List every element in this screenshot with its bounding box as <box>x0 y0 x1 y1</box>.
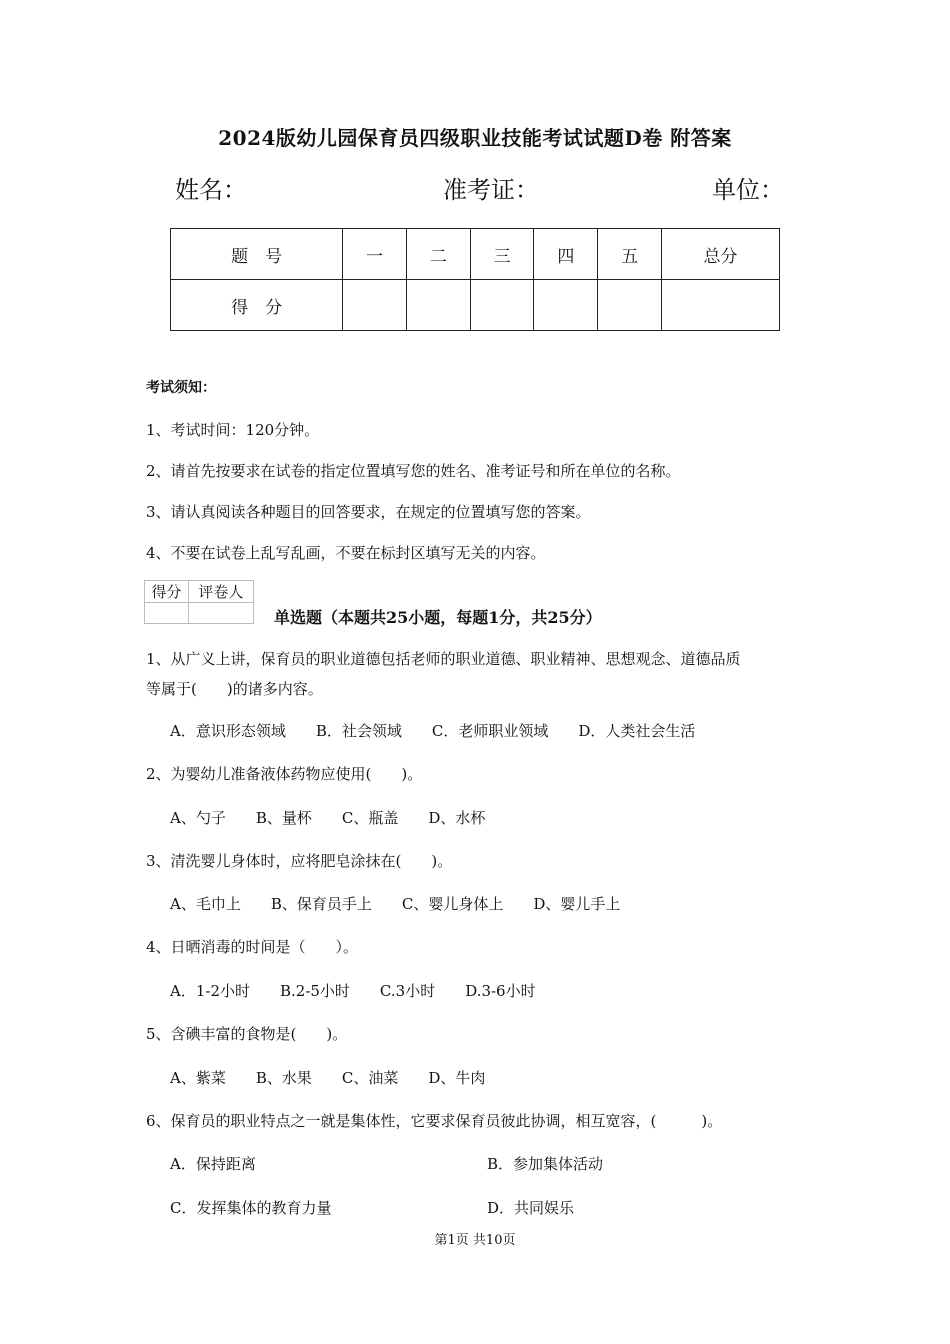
score-table <box>170 228 780 331</box>
notice-item-1: 1、考试时间：120分钟。 <box>146 421 320 439</box>
score-cell-2 <box>406 280 470 331</box>
column-4: 四 <box>534 229 598 280</box>
grader-name-cell <box>188 603 253 624</box>
score-cell-3 <box>470 280 534 331</box>
column-total: 总分 <box>662 229 780 280</box>
score-cell-1 <box>343 280 407 331</box>
name-label: 姓名： <box>175 176 247 204</box>
question-6-option-b: B．参加集体活动 <box>487 1155 604 1173</box>
notice-item-2: 2、请首先按要求在试卷的指定位置填写您的姓名、准考证号和所在单位的名称。 <box>146 462 681 480</box>
question-6-option-c: C．发挥集体的教育力量 <box>170 1199 332 1217</box>
score-cell-4 <box>534 280 598 331</box>
score-cell-5 <box>598 280 662 331</box>
question-4: 4、日晒消毒的时间是（ ）。 <box>146 938 359 956</box>
question-5: 5、含碘丰富的食物是( )。 <box>146 1025 348 1043</box>
question-6-option-d: D．共同娱乐 <box>487 1199 575 1217</box>
question-6: 6、保育员的职业特点之一就是集体性，它要求保育员彼此协调，相互宽容，( )。 <box>146 1112 723 1130</box>
score-table-header-row <box>171 229 780 280</box>
score-row-label: 得 分 <box>171 280 343 331</box>
column-1: 一 <box>343 229 407 280</box>
column-3: 三 <box>470 229 534 280</box>
question-2-options: A、勺子 B、量杯 C、瓶盖 D、水杯 <box>170 809 486 827</box>
question-number-header: 题 号 <box>171 229 343 280</box>
notice-item-4: 4、不要在试卷上乱写乱画，不要在标封区填写无关的内容。 <box>146 544 546 562</box>
grader-name-label: 评卷人 <box>188 581 253 603</box>
section-title: 单选题（本题共25小题，每题1分，共25分） <box>274 608 602 627</box>
question-1-line-1: 1、从广义上讲，保育员的职业道德包括老师的职业道德、职业精神、思想观念、道德品质 <box>146 650 741 668</box>
question-5-options: A、紫菜 B、水果 C、油菜 D、牛肉 <box>170 1069 486 1087</box>
notice-title: 考试须知： <box>146 380 216 396</box>
unit-label: 单位： <box>712 176 784 204</box>
question-6-option-a: A．保持距离 <box>170 1155 256 1173</box>
grader-score-cell <box>145 603 189 624</box>
exam-id-label: 准考证： <box>443 176 539 204</box>
column-5: 五 <box>598 229 662 280</box>
grader-box <box>144 580 254 624</box>
question-4-options: A．1-2小时 B.2-5小时 C.3小时 D.3-6小时 <box>170 982 536 1000</box>
score-table-score-row <box>171 280 780 331</box>
notice-item-3: 3、请认真阅读各种题目的回答要求，在规定的位置填写您的答案。 <box>146 503 591 521</box>
page-footer: 第1页 共10页 <box>434 1233 516 1248</box>
question-3-options: A、毛巾上 B、保育员手上 C、婴儿身体上 D、婴儿手上 <box>170 895 621 913</box>
column-2: 二 <box>406 229 470 280</box>
score-cell-total <box>662 280 780 331</box>
question-1-line-2: 等属于( )的诸多内容。 <box>146 680 323 698</box>
question-1-options: A．意识形态领域 B．社会领域 C．老师职业领域 D．人类社会生活 <box>170 722 696 740</box>
document-title: 2024版幼儿园保育员四级职业技能考试试题D卷 附答案 <box>218 126 732 150</box>
grader-score-label: 得分 <box>145 581 189 603</box>
question-2: 2、为婴幼儿准备液体药物应使用( )。 <box>146 765 423 783</box>
question-3: 3、清洗婴儿身体时，应将肥皂涂抹在( )。 <box>146 852 453 870</box>
